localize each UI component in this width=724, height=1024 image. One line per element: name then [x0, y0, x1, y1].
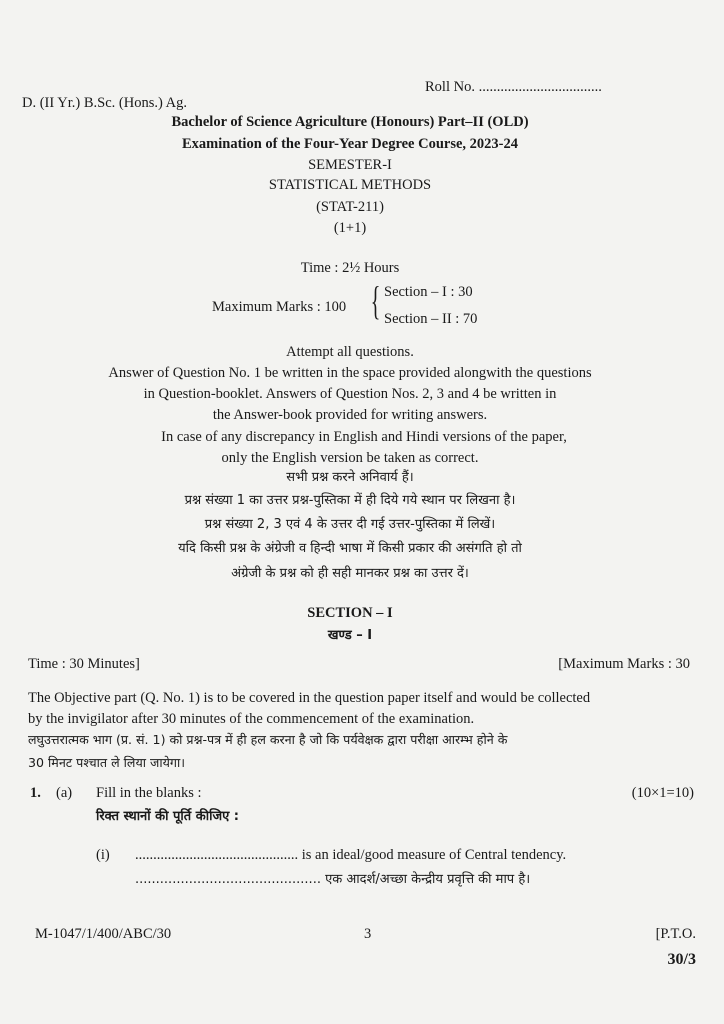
section-marks: [Maximum Marks : 30 [558, 656, 690, 672]
instruction-hindi-line: अंग्रेजी के प्रश्न को ही सही मानकर प्रश्न का उत्तर दें। [231, 566, 469, 581]
pto: [P.T.O. [655, 926, 696, 942]
degree-title: Bachelor of Science Agriculture (Honours) Part–II (OLD) [171, 114, 529, 130]
exam-title: Examination of the Four-Year Degree Course, 2023-24 [182, 136, 518, 152]
section1-marks: Section – I : 30 [384, 284, 473, 300]
subject: STATISTICAL METHODS [268, 177, 432, 193]
instruction-hindi-line: प्रश्न संख्या 1 का उत्तर प्रश्न-पुस्तिका में ही दिये गये स्थान पर लिखना है। [184, 493, 516, 508]
max-marks: Maximum Marks : 100 [212, 299, 347, 315]
instruction-line: the Answer-book provided for writing answers. [212, 407, 488, 423]
objective-note: The Objective part (Q. No. 1) is to be covered in the question paper itself and would be collected [28, 690, 591, 706]
instruction-line: in Question-booklet. Answers of Question Nos. 2, 3 and 4 be written in [143, 386, 557, 402]
question-instruction: Fill in the blanks : [96, 785, 202, 801]
course-code: D. (II Yr.) B.Sc. (Hons.) Ag. [22, 95, 187, 111]
section2-marks: Section – II : 70 [384, 311, 478, 327]
page-number: 3 [364, 926, 372, 942]
blank-item-english: ............................................. is an ideal/good measure of Central tendency. [135, 847, 567, 863]
instruction-hindi-line: यदि किसी प्रश्न के अंग्रेजी व हिन्दी भाषा में किसी प्रकार की असंगति हो तो [178, 541, 522, 556]
objective-note: by the invigilator after 30 minutes of the commencement of the examination. [28, 711, 475, 727]
instruction-line: Answer of Question No. 1 be written in the space provided alongwith the questions [108, 365, 592, 381]
footer-code: M-1047/1/400/ABC/30 [35, 926, 172, 942]
question-number: 1. [30, 785, 41, 801]
objective-note-hindi: लघुउत्तरात्मक भाग (प्र. सं. 1) को प्रश्न-पत्र में ही हल करना है जो कि पर्यवेक्षक द्वारा परीक्षा आरम्भ होने के [28, 732, 508, 747]
instruction-line: In case of any discrepancy in English and Hindi versions of the paper, [161, 429, 567, 445]
section-title: SECTION – I [307, 605, 393, 621]
question-marks: (10×1=10) [631, 785, 694, 801]
item-label: (i) [96, 847, 110, 863]
credits: (1+1) [333, 220, 367, 236]
question-part: (a) [56, 785, 73, 801]
paper-code: (STAT-211) [316, 199, 384, 215]
instruction-hindi-line: सभी प्रश्न करने अनिवार्य हैं। [286, 470, 414, 485]
section-time: Time : 30 Minutes] [28, 656, 140, 672]
instruction-line: Attempt all questions. [286, 344, 414, 360]
question-instruction-hindi: रिक्त स्थानों की पूर्ति कीजिए : [96, 809, 240, 824]
instruction-hindi-line: प्रश्न संख्या 2, 3 एवं 4 के उत्तर दी गई उत्तर-पुस्तिका में लिखें। [204, 517, 496, 532]
section-title-hindi: खण्ड – I [327, 628, 373, 643]
blank-item-hindi: ............................................. एक आदर्श/अच्छा केन्द्रीय प्रवृत्ति की माप है। [135, 872, 531, 887]
brace: { [370, 278, 381, 323]
sheet-number: 30/3 [667, 951, 696, 968]
objective-note-hindi: 30 मिनट पश्चात ले लिया जायेगा। [28, 755, 186, 770]
roll-number-field: Roll No. .................................. [425, 79, 602, 95]
instruction-line: only the English version be taken as correct. [221, 450, 479, 466]
time-duration: Time : 2½ Hours [300, 260, 400, 276]
semester: SEMESTER-I [308, 157, 392, 173]
